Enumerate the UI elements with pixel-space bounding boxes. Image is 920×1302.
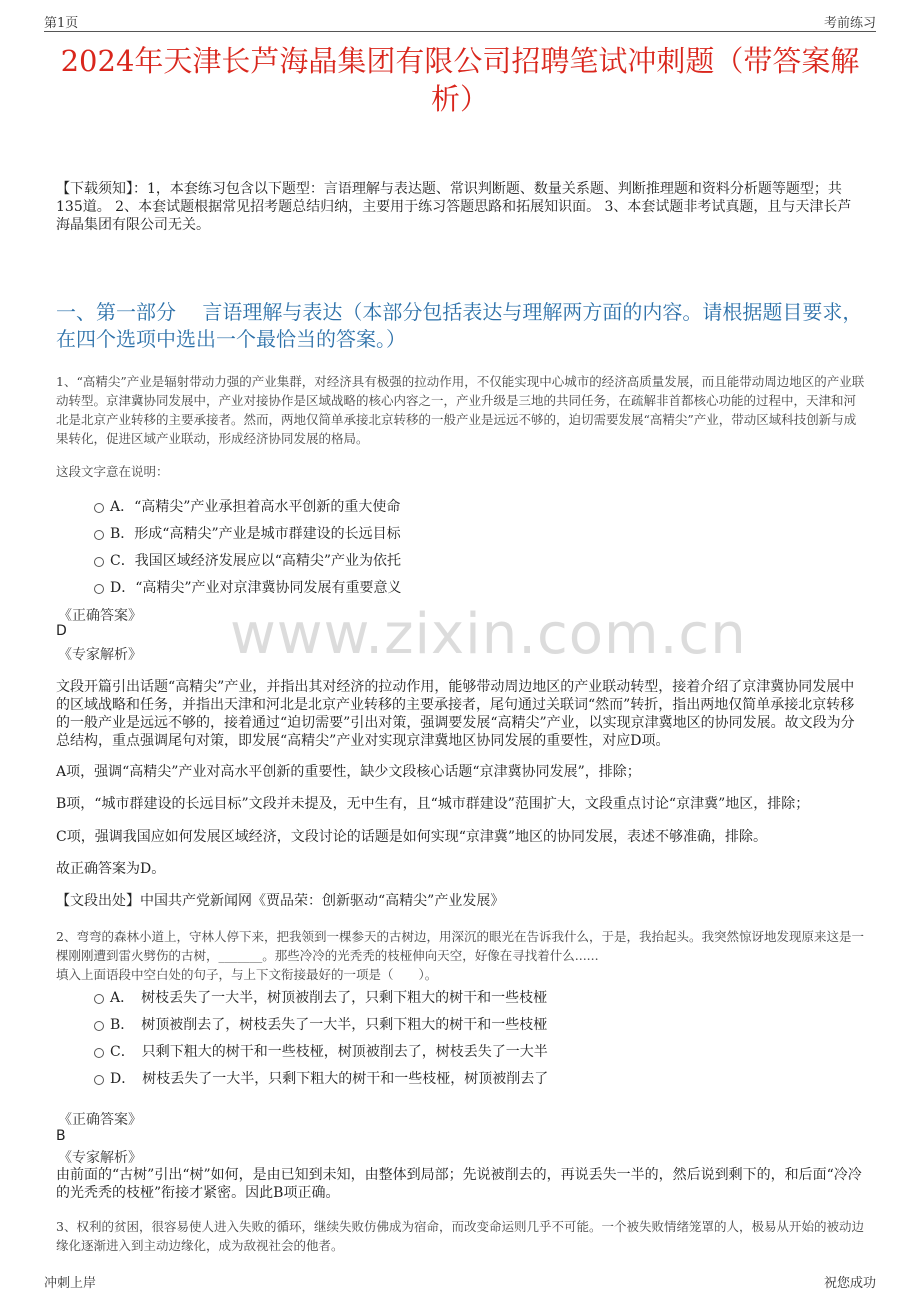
page-number: 第1页 <box>44 16 79 31</box>
question-2-prompt: 填入上面语段中空白处的句子，与上下文衔接最好的一项是（ ）。 <box>56 967 438 982</box>
footer-right: 祝您成功 <box>823 1276 876 1291</box>
header-divider <box>44 31 876 32</box>
radio-icon[interactable] <box>94 1021 104 1031</box>
document-title: 2024年天津长芦海晶集团有限公司招聘笔试冲刺题（带答案解析） <box>60 44 860 116</box>
q2-answer-label: 《正确答案》 <box>58 1112 142 1128</box>
question-1-prompt: 这段文字意在说明： <box>56 464 169 479</box>
q1-source: 【文段出处】中国共产党新闻网《贾品荣：创新驱动“高精尖”产业发展》 <box>56 893 505 909</box>
option-label: A．“高精尖”产业承担着高水平创新的重大使命 <box>110 499 401 515</box>
q2-analysis-body: 由前面的“古树”引出“树”如何，是由已知到未知，由整体到局部；先说被削去的，再说丢失一半的，然后说到剩下的，和后面“冷冷的光秃秃的枝桠”衔接才紧密。因此B项正确。 <box>56 1167 862 1201</box>
q2-analysis-label: 《专家解析》 <box>58 1150 142 1166</box>
question-3-text: 3、权利的贫困，很容易使人进入失败的循环，继续失败仿佛成为宿命，而改变命运则几乎不可能。一个被失败情绪笼罩的人，极易从开始的被动边缘化逐渐进入到主动边缘化，成为敌视社会的他者。 <box>56 1219 864 1253</box>
q1-analysis-body: 文段开篇引出话题“高精尖”产业，并指出其对经济的拉动作用，能够带动周边地区的产业联动转型，接着介绍了京津冀协同发展中的区域战略和任务，并指出天津和河北是北京产业转移的主要承接者，尾句通过关联词“然而”转折，指出两地仅简单承接北京转移的一般产业是远远不够的，接着通过“迫切需要”引出对策，强调要发展“高精尖”产业，以实现京津冀地区的协同发展。故文段为分总结构，重点强调尾句对策，即发展“高精尖”产业对实现京津冀地区协同发展的重要性，对应D项。 <box>56 679 855 749</box>
q2-option-a[interactable] <box>94 987 547 1007</box>
q1-analysis-label: 《专家解析》 <box>58 647 142 663</box>
radio-icon[interactable] <box>94 584 104 594</box>
q2-option-c[interactable] <box>94 1041 548 1061</box>
q1-analysis-conclusion: 故正确答案为D。 <box>56 861 166 877</box>
option-label: B．形成“高精尖”产业是城市群建设的长远目标 <box>110 526 401 542</box>
option-label: D． 树枝丢失了一大半，只剩下粗大的树干和一些枝桠，树顶被削去了 <box>110 1071 549 1087</box>
radio-icon[interactable] <box>94 994 104 1004</box>
q1-option-b[interactable] <box>94 523 401 543</box>
q1-option-a[interactable] <box>94 496 400 516</box>
option-label: C． 只剩下粗大的树干和一些枝桠，树顶被削去了，树枝丢失了一大半 <box>110 1044 548 1060</box>
footer-left: 冲刺上岸 <box>44 1276 97 1291</box>
option-label: B． 树顶被削去了，树枝丢失了一大半，只剩下粗大的树干和一些枝桠 <box>110 1017 548 1033</box>
download-notice: 【下载须知】：1，本套练习包含以下题型：言语理解与表达题、常识判断题、数量关系题、判断推理题和资料分析题等题型；共135道。 2、本套试题根据常见招考题总结归纳，主要用于练习答题思路和拓展知识面。 3、本套试题非考试真题，且与天津长芦海晶集团有限公司无关。 <box>56 181 852 233</box>
q1-answer-label: 《正确答案》 <box>58 608 142 624</box>
q1-analysis-a: A项，强调“高精尖”产业对高水平创新的重要性，缺少文段核心话题“京津冀协同发展”，排除； <box>56 764 641 780</box>
section-heading: 一、第一部分 言语理解与表达（本部分包括表达与理解两方面的内容。请根据题目要求，在四个选项中选出一个最恰当的答案。） <box>56 300 863 351</box>
watermark: www.zixin.com.cn <box>230 602 747 667</box>
question-1-text: 1、“高精尖”产业是辐射带动力强的产业集群，对经济具有极强的拉动作用，不仅能实现中心城市的经济高质量发展，而且能带动周边地区的产业联动转型。京津冀协同发展中，产业对接协作是区域战略的核心内容之一，产业升级是三地的共同任务，在疏解非首都核心功能的过程中，天津和河北是北京产业转移的主要承接者。然而，两地仅简单承接北京转移的一般产业是远远不够的，迫切需要发展“高精尖”产业，带动区域科技创新与成果转化，促进区域产业联动，形成经济协同发展的格局。 <box>56 374 865 446</box>
q1-option-d[interactable] <box>94 577 402 597</box>
question-2-text: 2、弯弯的森林小道上，守林人停下来，把我领到一棵参天的古树边，用深沉的眼光在告诉我什么，于是，我抬起头。我突然惊讶地发现原来这是一棵刚刚遭到雷火劈伤的古树，_______。那些冷冷的光秃秃的枝桠伸向天空，好像在寻找着什么...... <box>56 929 864 963</box>
q2-answer: B <box>56 1128 66 1144</box>
radio-icon[interactable] <box>94 1048 104 1058</box>
radio-icon[interactable] <box>94 503 104 513</box>
header-tag: 考前练习 <box>823 16 876 31</box>
radio-icon[interactable] <box>94 530 104 540</box>
q1-option-c[interactable] <box>94 550 401 570</box>
radio-icon[interactable] <box>94 557 104 567</box>
radio-icon[interactable] <box>94 1075 104 1085</box>
option-label: A． 树枝丢失了一大半，树顶被削去了，只剩下粗大的树干和一些枝桠 <box>110 990 548 1006</box>
option-label: C．我国区域经济发展应以“高精尖”产业为依托 <box>110 553 402 569</box>
q1-answer: D <box>56 623 67 639</box>
q2-option-d[interactable] <box>94 1068 548 1088</box>
q2-option-b[interactable] <box>94 1014 547 1034</box>
q1-analysis-b: B项，“城市群建设的长远目标”文段并未提及，无中生有，且“城市群建设”范围扩大，文段重点讨论“京津冀”地区，排除； <box>56 796 810 812</box>
q1-analysis-c: C项，强调我国应如何发展区域经济，文段讨论的话题是如何实现“京津冀”地区的协同发展，表述不够准确，排除。 <box>56 829 768 845</box>
option-label: D．“高精尖”产业对京津冀协同发展有重要意义 <box>110 580 402 596</box>
